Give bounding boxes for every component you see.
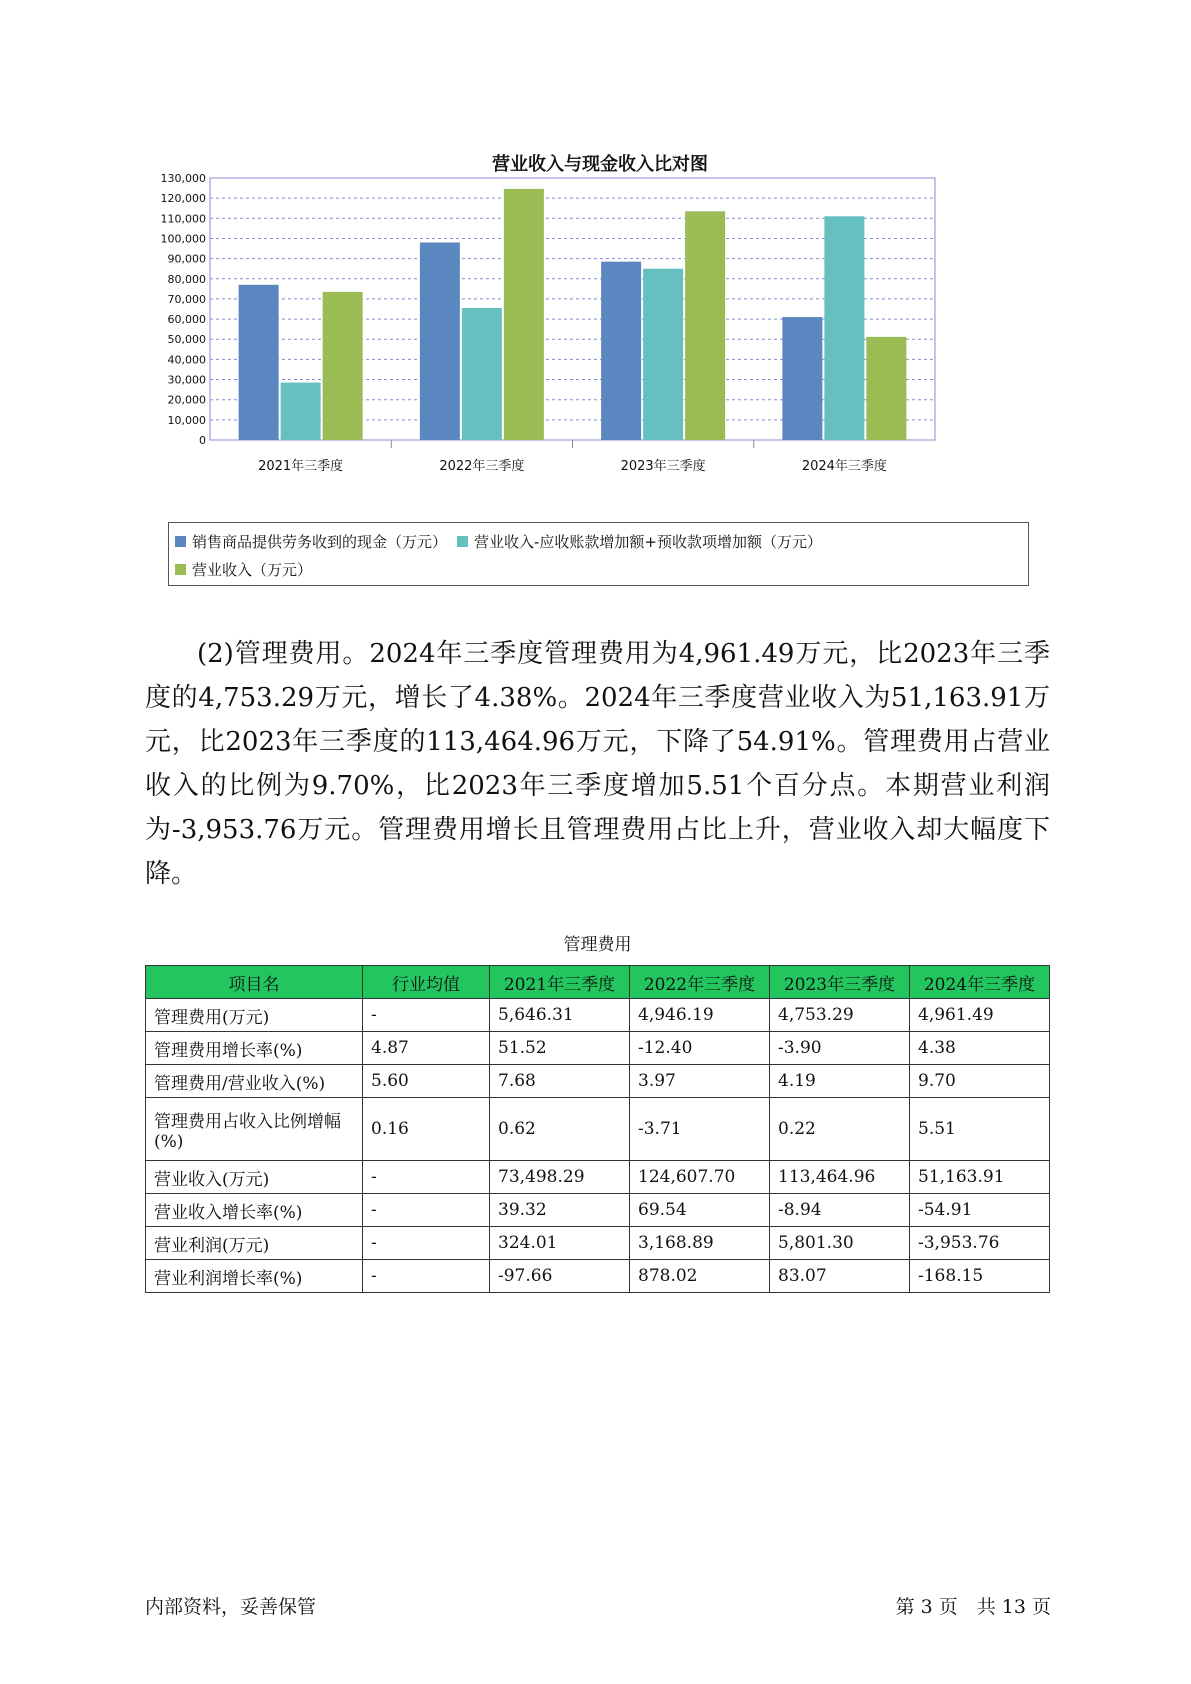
table-cell: -54.91 [910, 1194, 1050, 1227]
table-cell: -168.15 [910, 1260, 1050, 1293]
table-cell: 69.54 [630, 1194, 770, 1227]
table-cell: 5,646.31 [490, 999, 630, 1032]
bar-1-1 [462, 308, 502, 440]
table-cell: 4,946.19 [630, 999, 770, 1032]
chart-legend [168, 522, 1029, 586]
legend-label: 销售商品提供劳务收到的现金（万元） [192, 532, 448, 551]
legend-swatch [175, 536, 186, 547]
bar-2-0 [601, 262, 641, 440]
bar-3-0 [782, 317, 822, 440]
y-tick-label: 90,000 [167, 252, 206, 266]
chart-svg [160, 170, 1040, 510]
legend-item-0 [175, 527, 447, 555]
table-cell: 0.16 [363, 1098, 490, 1161]
table-cell: 3.97 [630, 1065, 770, 1098]
table-cell: 4,961.49 [910, 999, 1050, 1032]
table-cell: - [363, 1194, 490, 1227]
table-cell: 营业利润(万元) [146, 1227, 363, 1260]
y-tick-label: 50,000 [167, 333, 206, 347]
table-cell: - [363, 1260, 490, 1293]
table-cell: -8.94 [770, 1194, 910, 1227]
y-tick-label: 130,000 [160, 172, 206, 185]
table-cell: 39.32 [490, 1194, 630, 1227]
table-cell: 51.52 [490, 1032, 630, 1065]
table-cell: 4.87 [363, 1032, 490, 1065]
table-cell: 9.70 [910, 1065, 1050, 1098]
bar-2-2 [685, 211, 725, 440]
table-cell: - [363, 1161, 490, 1194]
chart-title: 营业收入与现金收入比对图 [492, 154, 708, 175]
bar-1-0 [420, 242, 460, 440]
table-cell: 营业收入(万元) [146, 1161, 363, 1194]
table-cell: 营业收入增长率(%) [146, 1194, 363, 1227]
management-fee-paragraph: (2)管理费用。2024年三季度管理费用为4,961.49万元，比2023年三季度的4,753.29万元，增长了4.38%。2024年三季度营业收入为51,163.91万元，比2023年三季度的113,464.96万元，下降了54.91%。管理费用占营业收入的比例为9.70%，比2023年三季度增加5.51个百分点。本期营业利润为-3,953.76万元。管理费用增长且管理费用占比上升，营业收入却大幅度下降。 [145, 639, 1050, 889]
table-cell: 0.22 [770, 1098, 910, 1161]
footer-confidential: 内部资料，妥善保管 [145, 1596, 317, 1618]
bar-0-1 [281, 383, 321, 440]
x-tick-label: 2021年三季度 [258, 459, 344, 474]
table-cell: 83.07 [770, 1260, 910, 1293]
table-cell: 管理费用增长率(%) [146, 1032, 363, 1065]
table-caption: 管理费用 [563, 935, 632, 955]
bar-3-1 [824, 216, 864, 440]
y-tick-label: 100,000 [160, 232, 206, 246]
x-tick-label: 2023年三季度 [620, 459, 706, 474]
table-cell: 管理费用占收入比例增幅(%) [146, 1098, 363, 1161]
table-cell: 51,163.91 [910, 1161, 1050, 1194]
x-tick-label: 2024年三季度 [801, 459, 887, 474]
table-cell: 5.51 [910, 1098, 1050, 1161]
footer-page-number: 第 3 页 共 13 页 [895, 1596, 1051, 1618]
bar-0-0 [239, 285, 279, 440]
table-cell: 324.01 [490, 1227, 630, 1260]
y-tick-label: 0 [199, 434, 206, 447]
y-tick-label: 110,000 [160, 212, 206, 226]
header-industry-avg: 行业均值 [363, 966, 490, 999]
table-row [146, 999, 1050, 1032]
table-row [146, 1032, 1050, 1065]
y-tick-label: 80,000 [167, 272, 206, 286]
x-tick-label: 2022年三季度 [439, 459, 525, 474]
bar-2-1 [643, 269, 683, 440]
table-cell: 4.38 [910, 1032, 1050, 1065]
legend-swatch [457, 536, 468, 547]
table-cell: 5.60 [363, 1065, 490, 1098]
legend-label: 营业收入-应收账款增加额+预收款项增加额（万元） [474, 532, 822, 551]
table-row [146, 1065, 1050, 1098]
table-row [146, 1194, 1050, 1227]
table-cell: -3.71 [630, 1098, 770, 1161]
legend-label: 营业收入（万元） [192, 560, 313, 579]
table-cell: -3,953.76 [910, 1227, 1050, 1260]
management-fee-table [145, 965, 1050, 1293]
table-cell: - [363, 1227, 490, 1260]
header-2022q3: 2022年三季度 [630, 966, 770, 999]
header-item: 项目名 [146, 966, 363, 999]
table-cell: 3,168.89 [630, 1227, 770, 1260]
bar-1-2 [504, 189, 544, 440]
table-cell: 73,498.29 [490, 1161, 630, 1194]
table-cell: 5,801.30 [770, 1227, 910, 1260]
table-header-row [146, 966, 1050, 999]
table-cell: 113,464.96 [770, 1161, 910, 1194]
legend-item-2 [175, 555, 312, 583]
y-tick-label: 40,000 [167, 353, 206, 367]
header-2021q3: 2021年三季度 [490, 966, 630, 999]
table-row [146, 1227, 1050, 1260]
table-cell: 0.62 [490, 1098, 630, 1161]
table-cell: 营业利润增长率(%) [146, 1260, 363, 1293]
y-tick-label: 30,000 [167, 373, 206, 387]
y-tick-label: 120,000 [160, 192, 206, 206]
y-tick-label: 20,000 [167, 393, 206, 407]
legend-swatch [175, 564, 186, 575]
bar-0-2 [323, 292, 363, 440]
y-tick-label: 10,000 [167, 413, 206, 427]
table-row [146, 1161, 1050, 1194]
table-cell: -3.90 [770, 1032, 910, 1065]
legend-item-1 [457, 527, 822, 555]
table-cell: 4.19 [770, 1065, 910, 1098]
header-2024q3: 2024年三季度 [910, 966, 1050, 999]
table-cell: 124,607.70 [630, 1161, 770, 1194]
y-tick-label: 70,000 [167, 292, 206, 306]
table-row [146, 1098, 1050, 1161]
header-2023q3: 2023年三季度 [770, 966, 910, 999]
table-cell: 7.68 [490, 1065, 630, 1098]
table-cell: 878.02 [630, 1260, 770, 1293]
table-cell: 管理费用(万元) [146, 999, 363, 1032]
bar-3-2 [866, 337, 906, 440]
y-tick-label: 60,000 [167, 313, 206, 327]
table-row [146, 1260, 1050, 1293]
table-cell: - [363, 999, 490, 1032]
table-cell: 4,753.29 [770, 999, 910, 1032]
table-cell: -97.66 [490, 1260, 630, 1293]
table-cell: 管理费用/营业收入(%) [146, 1065, 363, 1098]
table-cell: -12.40 [630, 1032, 770, 1065]
